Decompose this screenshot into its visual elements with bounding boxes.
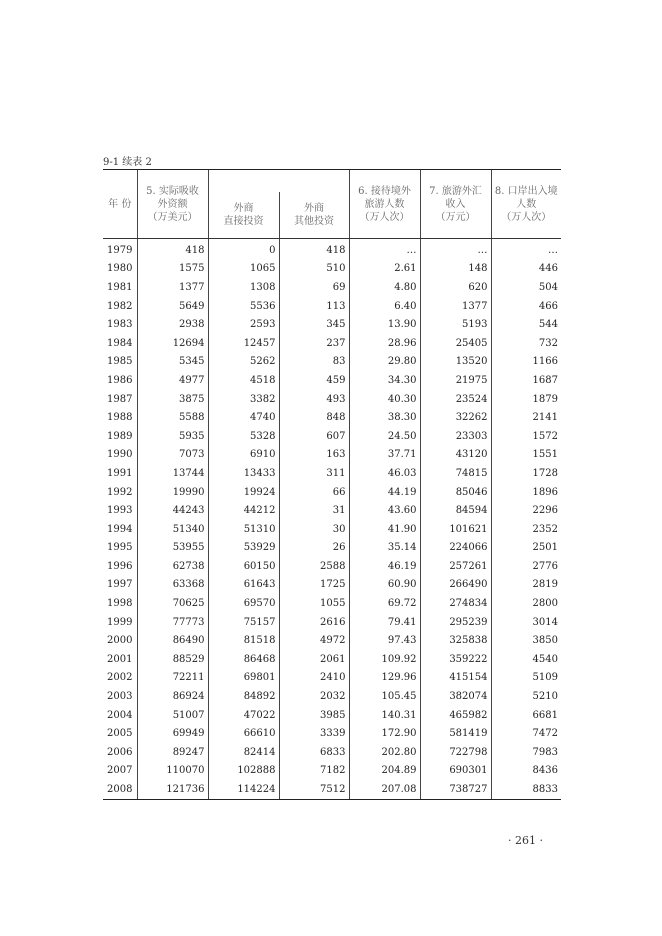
table-row [103, 631, 561, 650]
value-cell: 465982 [420, 706, 491, 725]
value-cell: 459 [279, 371, 349, 390]
year-cell: 2008 [103, 780, 137, 799]
value-cell: 4977 [137, 371, 208, 390]
value-cell: 3339 [279, 724, 349, 743]
year-cell: 2006 [107, 746, 133, 758]
year-cell: 1999 [107, 616, 133, 628]
table-row [103, 520, 561, 539]
value-cell: 81518 [208, 631, 279, 650]
value-cell: 1879 [491, 390, 561, 409]
year-cell: 2004 [107, 709, 133, 721]
value-cell: 1728 [491, 464, 561, 483]
value-cell: 311 [279, 464, 349, 483]
value-cell: 25405 [420, 334, 491, 353]
value-cell: 44212 [208, 501, 279, 520]
value-cell: 28.96 [349, 334, 420, 353]
value-cell: 29.80 [349, 353, 420, 372]
value-cell: 5210 [491, 687, 561, 706]
value-cell: 30 [279, 520, 349, 539]
year-cell: 2003 [107, 691, 133, 703]
value-cell: 274834 [420, 594, 491, 613]
table-row [103, 780, 561, 799]
value-cell: 63368 [137, 576, 208, 595]
value-cell: 148 [420, 260, 491, 279]
value-cell: 8436 [491, 762, 561, 781]
value-cell: 1725 [279, 576, 349, 595]
value-cell: 732 [491, 334, 561, 353]
value-cell: 129.96 [349, 669, 420, 688]
value-cell: 2616 [279, 613, 349, 632]
value-cell: 23524 [420, 390, 491, 409]
value-cell: 2776 [491, 557, 561, 576]
value-cell: 13433 [208, 464, 279, 483]
table-row [103, 724, 561, 743]
table-row [103, 687, 561, 706]
table-row [103, 706, 561, 725]
year-cell: 1997 [107, 579, 133, 591]
value-cell: 41.90 [349, 520, 420, 539]
table-row [103, 408, 561, 427]
value-cell: 1377 [137, 278, 208, 297]
value-cell: 12457 [208, 334, 279, 353]
table-row [103, 260, 561, 279]
table-row [103, 239, 561, 260]
value-cell: 61643 [208, 576, 279, 595]
table-row [103, 483, 561, 502]
value-cell: 110070 [137, 762, 208, 781]
value-cell: … [420, 239, 491, 260]
value-cell: 6.40 [349, 297, 420, 316]
year-cell: 1985 [107, 356, 133, 368]
year-cell: 1981 [107, 281, 133, 293]
value-cell: 257261 [420, 557, 491, 576]
value-cell: 202.80 [349, 743, 420, 762]
year-cell: 2002 [107, 672, 133, 684]
value-cell: 89247 [137, 743, 208, 762]
year-cell: 1979 [107, 244, 133, 256]
value-cell: 2141 [491, 408, 561, 427]
value-cell: 3875 [137, 390, 208, 409]
value-cell: 66 [279, 483, 349, 502]
value-cell: 51007 [137, 706, 208, 725]
value-cell: 3382 [208, 390, 279, 409]
year-cell: 1993 [107, 505, 133, 517]
value-cell: 53929 [208, 539, 279, 558]
value-cell: 113 [279, 297, 349, 316]
value-cell: 69801 [208, 669, 279, 688]
value-cell: 2061 [279, 650, 349, 669]
year-cell: 1998 [107, 598, 133, 610]
value-cell: 44243 [137, 501, 208, 520]
value-cell: 86924 [137, 687, 208, 706]
value-cell: 69570 [208, 594, 279, 613]
value-cell: 2938 [137, 315, 208, 334]
value-cell: 1572 [491, 427, 561, 446]
table-row [103, 334, 561, 353]
value-cell: 102888 [208, 762, 279, 781]
value-cell: 493 [279, 390, 349, 409]
value-cell: 2501 [491, 539, 561, 558]
value-cell: 738727 [420, 780, 491, 799]
value-cell: 97.43 [349, 631, 420, 650]
value-cell: 32262 [420, 408, 491, 427]
value-cell: 504 [491, 278, 561, 297]
value-cell: 1065 [208, 260, 279, 279]
value-cell: 26 [279, 539, 349, 558]
value-cell: 382074 [420, 687, 491, 706]
value-cell: 2593 [208, 315, 279, 334]
value-cell: 2352 [491, 520, 561, 539]
table-caption: 9-1 续表 2 [103, 157, 152, 168]
value-cell: 607 [279, 427, 349, 446]
year-cell: 2000 [107, 635, 133, 647]
year-cell: 1987 [107, 393, 133, 405]
year-cell: 2005 [107, 728, 133, 740]
value-cell: 4518 [208, 371, 279, 390]
value-cell: 140.31 [349, 706, 420, 725]
value-cell: 295239 [420, 613, 491, 632]
table-row [103, 371, 561, 390]
year-cell: 1995 [107, 542, 133, 554]
value-cell: 2819 [491, 576, 561, 595]
table-row [103, 594, 561, 613]
value-cell: 5536 [208, 297, 279, 316]
value-cell: 4740 [208, 408, 279, 427]
value-cell: 77773 [137, 613, 208, 632]
table-row [103, 297, 561, 316]
value-cell: 101621 [420, 520, 491, 539]
value-cell: 85046 [420, 483, 491, 502]
value-cell: 38.30 [349, 408, 420, 427]
value-cell: 510 [279, 260, 349, 279]
header-foreign-capital: 5. 实际吸收 外资额 （万美元） [137, 170, 208, 239]
value-cell: 24.50 [349, 427, 420, 446]
value-cell: 34.30 [349, 371, 420, 390]
value-cell: 84892 [208, 687, 279, 706]
value-cell: 0 [208, 239, 279, 260]
table-row [103, 539, 561, 558]
header-spacer [208, 170, 349, 193]
value-cell: 82414 [208, 743, 279, 762]
value-cell: 79.41 [349, 613, 420, 632]
value-cell: 418 [279, 239, 349, 260]
value-cell: 53955 [137, 539, 208, 558]
table-row [103, 353, 561, 372]
value-cell: 325838 [420, 631, 491, 650]
year-cell: 1992 [107, 486, 133, 498]
value-cell: 2.61 [349, 260, 420, 279]
value-cell: 7983 [491, 743, 561, 762]
value-cell: 5588 [137, 408, 208, 427]
value-cell: … [349, 239, 420, 260]
header-year: 年 份 [103, 170, 137, 239]
value-cell: 12694 [137, 334, 208, 353]
table-body [103, 239, 561, 800]
year-cell: 1983 [107, 319, 133, 331]
value-cell: 60.90 [349, 576, 420, 595]
value-cell: 2588 [279, 557, 349, 576]
value-cell: 7512 [279, 780, 349, 799]
value-cell: 2800 [491, 594, 561, 613]
statistics-table [103, 169, 561, 800]
year-cell: 1988 [107, 412, 133, 424]
value-cell: 224066 [420, 539, 491, 558]
value-cell: 105.45 [349, 687, 420, 706]
value-cell: 86468 [208, 650, 279, 669]
value-cell: 1551 [491, 446, 561, 465]
value-cell: 5345 [137, 353, 208, 372]
value-cell: 72211 [137, 669, 208, 688]
value-cell: 1308 [208, 278, 279, 297]
value-cell: 23303 [420, 427, 491, 446]
value-cell: 69.72 [349, 594, 420, 613]
value-cell: 722798 [420, 743, 491, 762]
header-foreign-tourists: 6. 接待境外 旅游人数 （万人次） [349, 170, 420, 239]
value-cell: 46.03 [349, 464, 420, 483]
value-cell: 66610 [208, 724, 279, 743]
value-cell: 1575 [137, 260, 208, 279]
value-cell: 207.08 [349, 780, 420, 799]
value-cell: 5109 [491, 669, 561, 688]
value-cell: 13520 [420, 353, 491, 372]
year-cell: 1996 [107, 560, 133, 572]
value-cell: 43.60 [349, 501, 420, 520]
table-row [103, 650, 561, 669]
table-row [103, 390, 561, 409]
value-cell: 19990 [137, 483, 208, 502]
value-cell: 86490 [137, 631, 208, 650]
value-cell: 1166 [491, 353, 561, 372]
table-row [103, 278, 561, 297]
value-cell: 1687 [491, 371, 561, 390]
value-cell: 70625 [137, 594, 208, 613]
value-cell: 7472 [491, 724, 561, 743]
header-port-entries: 8. 口岸出入境 人数 （万人次） [491, 170, 561, 239]
table-row [103, 743, 561, 762]
year-cell: 1994 [107, 523, 133, 535]
value-cell: 172.90 [349, 724, 420, 743]
value-cell: 6833 [279, 743, 349, 762]
value-cell: 114224 [208, 780, 279, 799]
value-cell: 7182 [279, 762, 349, 781]
table-row [103, 464, 561, 483]
value-cell: 40.30 [349, 390, 420, 409]
table-row [103, 427, 561, 446]
value-cell: 69949 [137, 724, 208, 743]
value-cell: 359222 [420, 650, 491, 669]
value-cell: 13744 [137, 464, 208, 483]
value-cell: 3014 [491, 613, 561, 632]
table-row [103, 446, 561, 465]
value-cell: 88529 [137, 650, 208, 669]
value-cell: 848 [279, 408, 349, 427]
value-cell: 51310 [208, 520, 279, 539]
value-cell: 2296 [491, 501, 561, 520]
value-cell: 544 [491, 315, 561, 334]
value-cell: 37.71 [349, 446, 420, 465]
value-cell: 1896 [491, 483, 561, 502]
header-tourism-income: 7. 旅游外汇 收入 （万元） [420, 170, 491, 239]
value-cell: 13.90 [349, 315, 420, 334]
value-cell: 690301 [420, 762, 491, 781]
value-cell: 5649 [137, 297, 208, 316]
value-cell: 418 [137, 239, 208, 260]
value-cell: 75157 [208, 613, 279, 632]
value-cell: … [491, 239, 561, 260]
value-cell: 4.80 [349, 278, 420, 297]
value-cell: 6910 [208, 446, 279, 465]
value-cell: 51340 [137, 520, 208, 539]
table-row [103, 613, 561, 632]
value-cell: 46.19 [349, 557, 420, 576]
value-cell: 19924 [208, 483, 279, 502]
value-cell: 43120 [420, 446, 491, 465]
value-cell: 47022 [208, 706, 279, 725]
value-cell: 415154 [420, 669, 491, 688]
value-cell: 204.89 [349, 762, 420, 781]
table-row [103, 762, 561, 781]
year-cell: 1986 [107, 374, 133, 386]
year-cell: 1990 [107, 449, 133, 461]
value-cell: 1377 [420, 297, 491, 316]
year-cell: 1984 [107, 337, 133, 349]
table-row [103, 576, 561, 595]
value-cell: 2032 [279, 687, 349, 706]
value-cell: 237 [279, 334, 349, 353]
value-cell: 84594 [420, 501, 491, 520]
year-cell: 1982 [107, 300, 133, 312]
value-cell: 60150 [208, 557, 279, 576]
value-cell: 121736 [137, 780, 208, 799]
value-cell: 446 [491, 260, 561, 279]
value-cell: 5193 [420, 315, 491, 334]
table-row [103, 669, 561, 688]
value-cell: 31 [279, 501, 349, 520]
value-cell: 7073 [137, 446, 208, 465]
table-row [103, 557, 561, 576]
value-cell: 21975 [420, 371, 491, 390]
value-cell: 3985 [279, 706, 349, 725]
value-cell: 345 [279, 315, 349, 334]
value-cell: 163 [279, 446, 349, 465]
year-cell: 1980 [107, 263, 133, 275]
value-cell: 3850 [491, 631, 561, 650]
value-cell: 8833 [491, 780, 561, 799]
value-cell: 6681 [491, 706, 561, 725]
value-cell: 5935 [137, 427, 208, 446]
value-cell: 5328 [208, 427, 279, 446]
year-cell: 2001 [107, 653, 133, 665]
value-cell: 2410 [279, 669, 349, 688]
table-row [103, 315, 561, 334]
value-cell: 466 [491, 297, 561, 316]
value-cell: 4972 [279, 631, 349, 650]
value-cell: 581419 [420, 724, 491, 743]
value-cell: 109.92 [349, 650, 420, 669]
value-cell: 5262 [208, 353, 279, 372]
year-cell: 1989 [107, 430, 133, 442]
page-number: · 261 · [508, 834, 543, 847]
value-cell: 1055 [279, 594, 349, 613]
value-cell: 44.19 [349, 483, 420, 502]
value-cell: 266490 [420, 576, 491, 595]
value-cell: 4540 [491, 650, 561, 669]
header-direct-investment: 外商 直接投资 [208, 192, 279, 239]
value-cell: 69 [279, 278, 349, 297]
value-cell: 620 [420, 278, 491, 297]
value-cell: 83 [279, 353, 349, 372]
value-cell: 35.14 [349, 539, 420, 558]
year-cell: 1991 [107, 467, 133, 479]
year-cell: 2007 [107, 765, 133, 777]
value-cell: 62738 [137, 557, 208, 576]
table-row [103, 501, 561, 520]
header-other-investment: 外商 其他投资 [279, 192, 349, 239]
value-cell: 74815 [420, 464, 491, 483]
